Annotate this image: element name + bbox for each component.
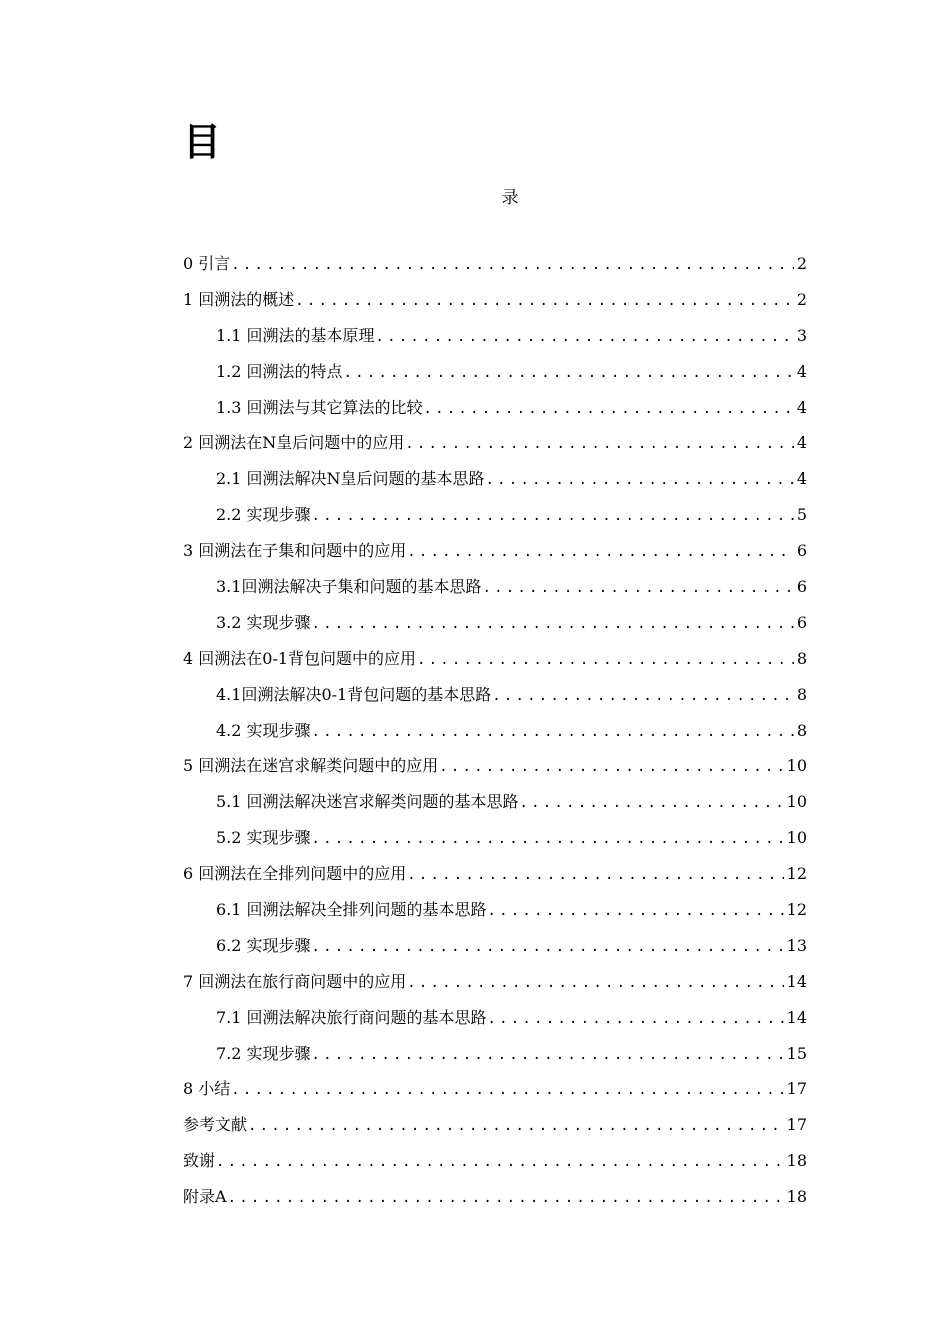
toc-entry[interactable] [183, 898, 807, 934]
toc-entry[interactable] [183, 611, 807, 647]
toc-entry-page: 14 [786, 971, 807, 991]
toc-entry-label: 4.1回溯法解决0-1背包问题的基本思路 [216, 684, 492, 704]
toc-entry-page: 10 [786, 756, 807, 776]
toc-entry-page: 14 [786, 1007, 807, 1027]
toc-leader-dots [491, 684, 794, 708]
toc-entry-page: 17 [786, 1115, 807, 1135]
toc-leader-dots [311, 612, 794, 636]
toc-entry-label: 6.2 实现步骤 [216, 935, 311, 955]
toc-entry[interactable] [183, 360, 807, 396]
toc-entry-label: 致谢 [183, 1151, 216, 1171]
toc-leader-dots [375, 325, 794, 349]
toc-leader-dots [438, 755, 783, 779]
toc-entry-label: 3.2 实现步骤 [216, 612, 311, 632]
toc-entry[interactable] [183, 575, 807, 611]
toc-entry-page: 18 [786, 1187, 807, 1207]
toc-leader-dots [519, 791, 784, 815]
toc-entry[interactable] [183, 288, 807, 324]
toc-entry-label: 1.3 回溯法与其它算法的比较 [216, 397, 423, 417]
toc-entry-label: 1.2 回溯法的特点 [216, 361, 343, 381]
toc-entry-page: 13 [786, 935, 807, 955]
toc-leader-dots [230, 1078, 783, 1102]
toc-entry[interactable] [183, 1077, 807, 1113]
toc-leader-dots [406, 971, 783, 995]
toc-entry-label: 1.1 回溯法的基本原理 [216, 325, 375, 345]
toc-leader-dots [311, 1043, 784, 1067]
toc-leader-dots [311, 504, 794, 528]
toc-leader-dots [416, 648, 794, 672]
toc-entry[interactable] [183, 1113, 807, 1149]
toc-entry-label: 3 回溯法在子集和问题中的应用 [183, 541, 407, 561]
toc-entry-page: 8 [796, 648, 807, 668]
toc-entry-label: 参考文献 [183, 1115, 248, 1135]
toc-entry-page: 10 [786, 828, 807, 848]
toc-entry-label: 5 回溯法在迷宫求解类问题中的应用 [183, 756, 439, 776]
toc-entry-page: 4 [796, 397, 807, 417]
toc-entry-page: 8 [796, 720, 807, 740]
toc-entry-page: 6 [796, 612, 807, 632]
toc-leader-dots [487, 1007, 784, 1031]
toc-leader-dots [311, 720, 794, 744]
toc-entry-label: 4 回溯法在0-1背包问题中的应用 [183, 648, 417, 668]
toc-entry-label: 7 回溯法在旅行商问题中的应用 [183, 971, 407, 991]
toc-entry-page: 12 [786, 900, 807, 920]
toc-leader-dots [406, 540, 794, 564]
toc-entry[interactable] [183, 1149, 807, 1185]
toc-entry[interactable] [183, 826, 807, 862]
toc-entry-page: 4 [796, 361, 807, 381]
toc-entry-label: 附录A [183, 1187, 227, 1207]
toc-entry-page: 2 [796, 254, 807, 273]
toc-entry-label: 2.1 回溯法解决N皇后问题的基本思路 [216, 469, 485, 489]
toc-leader-dots [481, 576, 793, 600]
toc-entry[interactable] [183, 396, 807, 432]
toc-entry-page: 6 [796, 577, 807, 597]
toc-entry-label: 6 回溯法在全排列问题中的应用 [183, 864, 407, 884]
toc-entry-page: 17 [786, 1079, 807, 1099]
toc-entry-page: 10 [786, 792, 807, 812]
toc-entry[interactable] [183, 539, 807, 575]
toc-entry-label: 5.2 实现步骤 [216, 828, 311, 848]
toc-leader-dots [311, 827, 784, 851]
toc-entry[interactable] [183, 1006, 807, 1042]
toc-leader-dots [485, 468, 794, 492]
toc-entry[interactable] [183, 683, 807, 719]
toc-entry[interactable] [183, 862, 807, 898]
toc-entry[interactable] [183, 324, 807, 360]
toc-leader-dots [294, 289, 794, 313]
toc-leader-dots [423, 397, 794, 421]
toc-entry-page: 18 [786, 1151, 807, 1171]
toc-leader-dots [404, 432, 794, 456]
toc-entry[interactable] [183, 252, 807, 288]
toc-leader-dots [343, 361, 794, 385]
toc-entry[interactable] [183, 1042, 807, 1078]
toc-entry-label: 1 回溯法的概述 [183, 289, 295, 309]
toc-entry-page: 4 [796, 469, 807, 489]
table-of-contents [183, 252, 807, 1221]
toc-leader-dots [406, 863, 783, 887]
toc-entry-page: 3 [796, 325, 807, 345]
toc-entry-page: 2 [796, 289, 807, 309]
toc-entry-label: 4.2 实现步骤 [216, 720, 311, 740]
toc-entry-label: 8 小结 [183, 1079, 231, 1099]
toc-entry-page: 8 [796, 684, 807, 704]
toc-entry-page: 6 [796, 541, 807, 561]
toc-entry-page: 15 [786, 1043, 807, 1063]
toc-entry[interactable] [183, 647, 807, 683]
toc-entry-label: 2.2 实现步骤 [216, 505, 311, 525]
toc-entry-label: 2 回溯法在N皇后问题中的应用 [183, 433, 405, 453]
toc-leader-dots [311, 935, 784, 959]
toc-entry-page: 5 [796, 505, 807, 525]
toc-entry-page: 12 [786, 864, 807, 884]
toc-leader-dots [247, 1114, 784, 1138]
toc-leader-dots [487, 899, 784, 923]
toc-entry[interactable] [183, 503, 807, 539]
toc-entry-label: 5.1 回溯法解决迷宫求解类问题的基本思路 [216, 792, 519, 812]
toc-leader-dots [230, 253, 794, 277]
toc-entry-label: 0 引言 [183, 254, 231, 273]
toc-entry[interactable] [183, 1185, 807, 1221]
toc-leader-dots [227, 1186, 784, 1210]
toc-entry[interactable] [183, 790, 807, 826]
toc-title-second-char: 录 [501, 188, 519, 208]
toc-entry-label: 3.1回溯法解决子集和问题的基本思路 [216, 577, 482, 597]
toc-entry-label: 6.1 回溯法解决全排列问题的基本思路 [216, 900, 487, 920]
toc-entry-label: 7.2 实现步骤 [216, 1043, 311, 1063]
toc-entry[interactable] [183, 431, 807, 467]
toc-entry-label: 7.1 回溯法解决旅行商问题的基本思路 [216, 1007, 487, 1027]
toc-entry-page: 4 [796, 433, 807, 453]
toc-leader-dots [215, 1150, 784, 1174]
toc-entry[interactable] [183, 970, 807, 1006]
toc-title-first-char: 目 [183, 119, 222, 164]
toc-entry[interactable] [183, 467, 807, 503]
toc-entry[interactable] [183, 719, 807, 755]
toc-entry[interactable] [183, 754, 807, 790]
toc-entry[interactable] [183, 934, 807, 970]
